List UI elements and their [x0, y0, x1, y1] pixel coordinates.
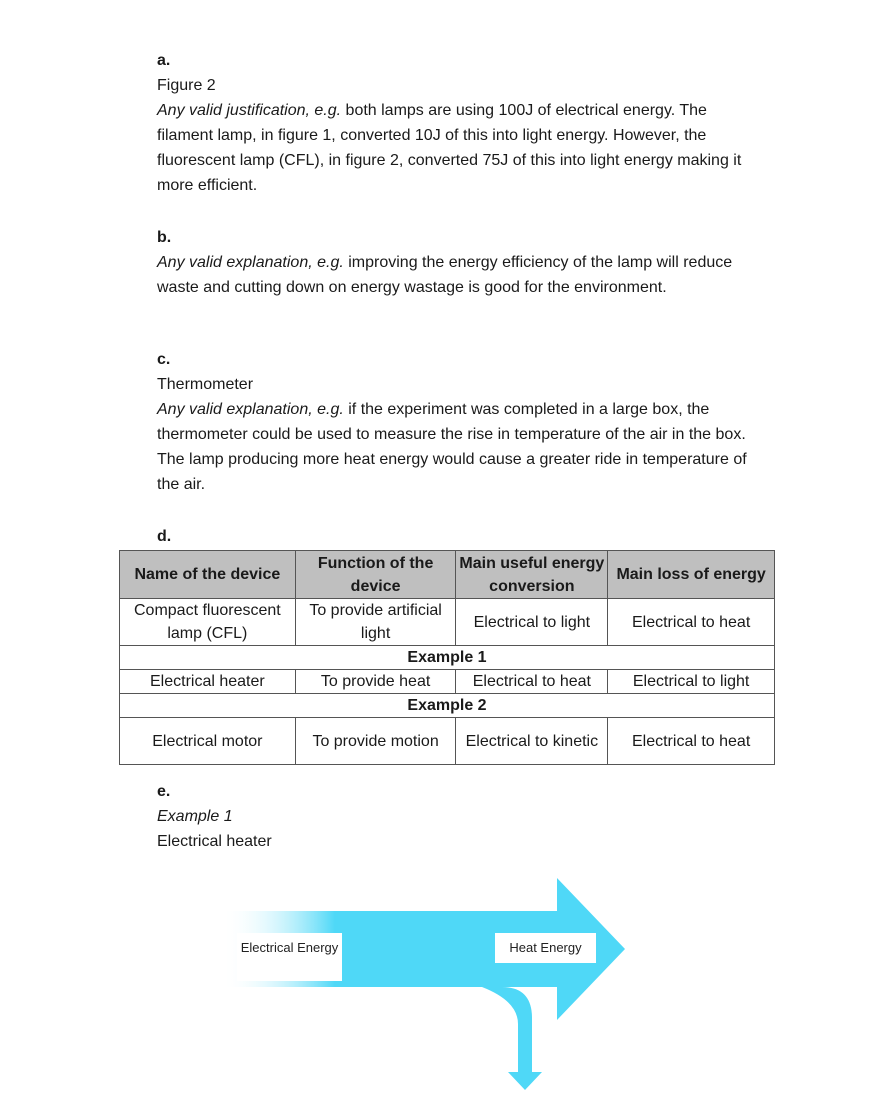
header-name: Name of the device	[120, 551, 296, 599]
loss-arrow	[482, 987, 542, 1090]
section-c-explanation	[157, 397, 757, 497]
energy-flow-arrows	[222, 876, 632, 1094]
cell: To provide artificial light	[295, 599, 456, 646]
section-c	[157, 347, 757, 497]
example-1-label: Example 1	[120, 646, 775, 670]
section-c-answer: Thermometer	[157, 376, 254, 393]
cell: Electrical to heat	[608, 599, 775, 646]
section-c-label: c.	[157, 351, 171, 368]
section-b-explanation	[157, 250, 757, 300]
table-row	[120, 718, 775, 765]
section-b	[157, 225, 757, 300]
section-c-prefix: Any valid explanation, e.g.	[157, 401, 344, 418]
output-energy-box: Heat Energy	[495, 933, 596, 963]
cell: Electrical to light	[456, 599, 608, 646]
table-header-row	[120, 551, 775, 599]
section-a	[157, 48, 757, 198]
cell: To provide heat	[295, 670, 456, 694]
section-b-prefix: Any valid explanation, e.g.	[157, 254, 344, 271]
section-e	[157, 779, 757, 854]
section-c-text: if the experiment was completed in a large box, the thermometer could be used to measure the rise in temperature of the air in the box. The lamp producing more heat energy would cause a greater ride in temperature of the air.	[157, 401, 747, 493]
section-e-example: Example 1	[157, 808, 233, 825]
section-e-label: e.	[157, 783, 171, 800]
header-loss: Main loss of energy	[608, 551, 775, 599]
section-e-device: Electrical heater	[157, 833, 272, 850]
section-b-label: b.	[157, 229, 172, 246]
example-row	[120, 694, 775, 718]
example-2-label: Example 2	[120, 694, 775, 718]
section-d	[157, 524, 757, 549]
cell: Compact fluorescent lamp (CFL)	[120, 599, 296, 646]
section-b-text: improving the energy efficiency of the lamp will reduce waste and cutting down on energy wastage is good for the environment.	[157, 254, 733, 296]
cell: To provide motion	[295, 718, 456, 765]
header-function: Function of the device	[295, 551, 456, 599]
cell: Electrical to light	[608, 670, 775, 694]
example-row	[120, 646, 775, 670]
sankey-diagram	[222, 876, 632, 1099]
section-d-label: d.	[157, 528, 172, 545]
header-useful: Main useful energy conversion	[456, 551, 608, 599]
table-row	[120, 670, 775, 694]
section-a-label: a.	[157, 52, 171, 69]
section-a-prefix: Any valid justification, e.g.	[157, 102, 342, 119]
section-a-text: both lamps are using 100J of electrical energy. The filament lamp, in figure 1, converted 10J of this into light energy. However, the fluorescent lamp (CFL), in figure 2, converted 75J of this into light energy making it more efficient.	[157, 102, 742, 194]
table-row	[120, 599, 775, 646]
cell: Electrical to heat	[608, 718, 775, 765]
cell: Electrical heater	[120, 670, 296, 694]
cell: Electrical motor	[120, 718, 296, 765]
cell: Electrical to heat	[456, 670, 608, 694]
input-energy-box: Electrical Energy	[237, 933, 342, 981]
section-a-explanation	[157, 98, 757, 198]
cell: Electrical to kinetic	[456, 718, 608, 765]
section-a-answer: Figure 2	[157, 77, 216, 94]
energy-table	[119, 550, 775, 765]
